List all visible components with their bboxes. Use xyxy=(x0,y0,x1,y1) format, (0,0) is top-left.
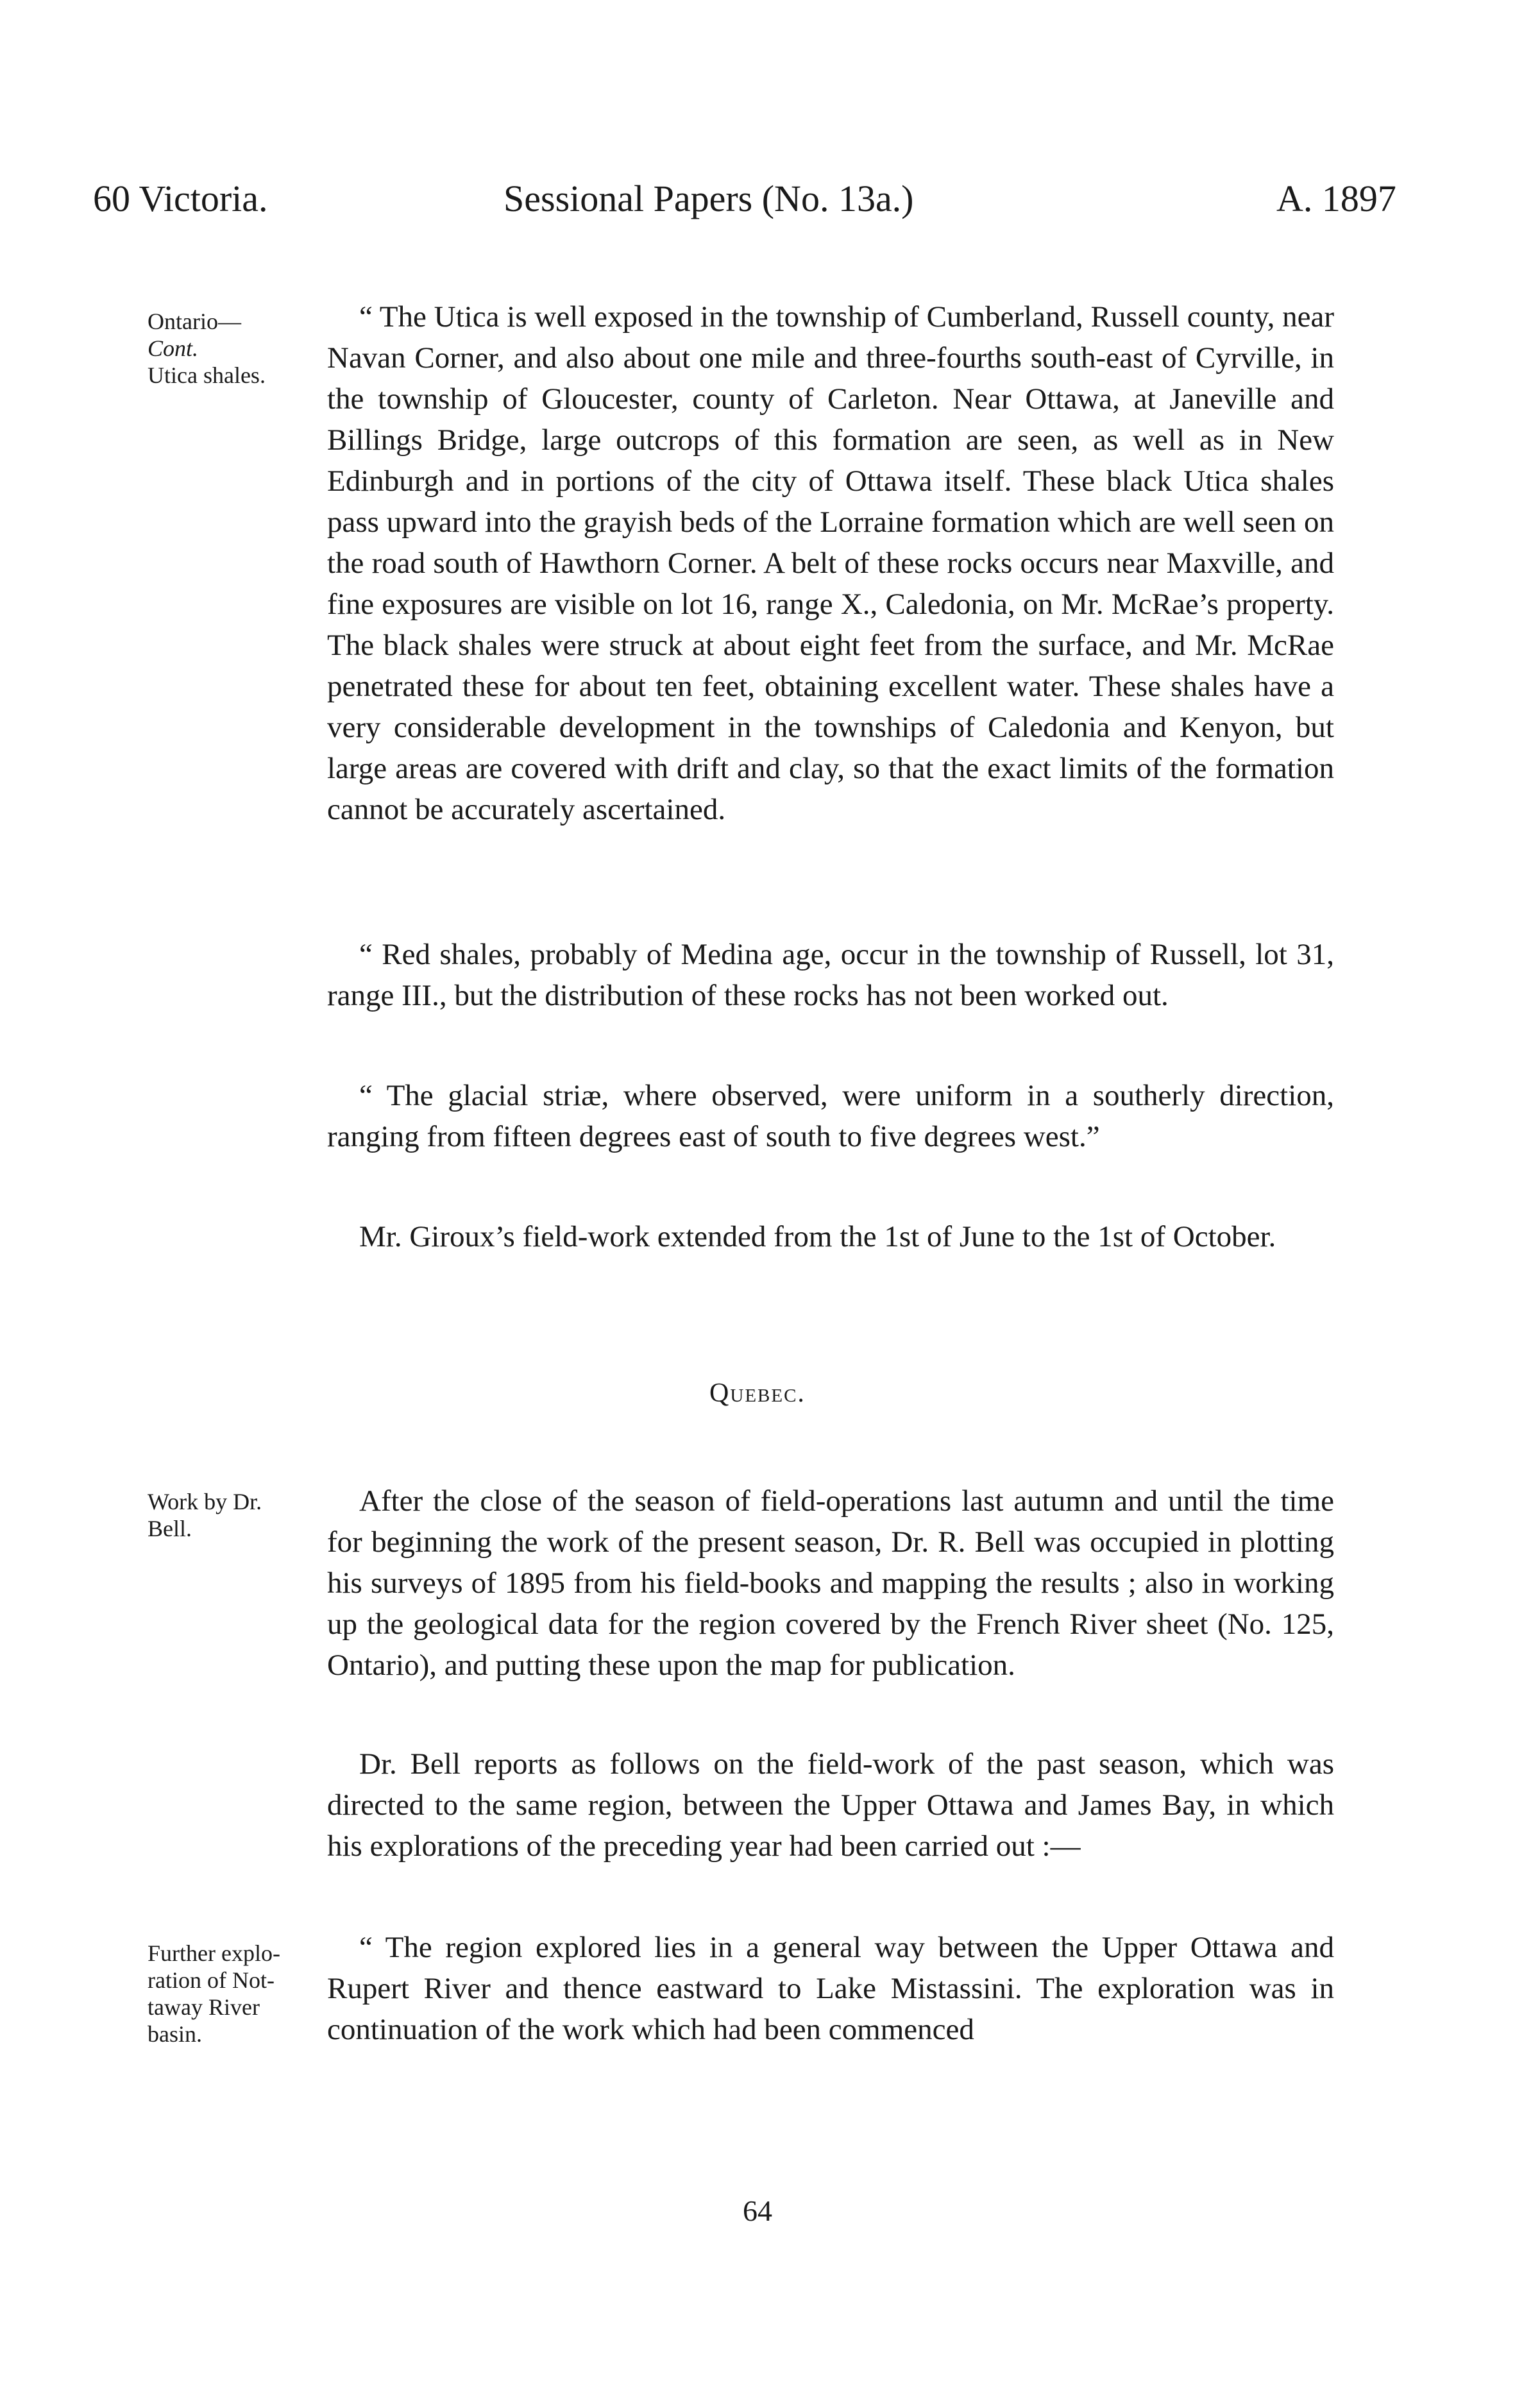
paragraph-utica: “ The Utica is well exposed in the township of Cumberland, Russell county, near Navan Corner, and also about one mile and three-fourths south-east of Cyrville, in the township of Gloucester, county of Carleton. Near Ottawa, at Janeville and Billings Bridge, large outcrops of this formation are seen, as well as in New Edinburgh and in portions of the city of Ottawa itself. These black Utica shales pass upward into the grayish beds of the Lorraine formation which are well seen on the road south of Hawthorn Corner. A belt of these rocks occurs near Maxville, and fine exposures are visible on lot 16, range X., Caledonia, on Mr. McRae’s property. The black shales were struck at about eight feet from the surface, and Mr. McRae penetrated these for about ten feet, obtaining excellent water. These shales have a very considerable development in the townships of Caledonia and Kenyon, but large areas are covered with drift and clay, so that the exact limits of the formation cannot be accurately ascertained. xyxy=(327,300,1334,826)
paragraph-red-shales: “ Red shales, probably of Medina age, occur in the township of Russell, lot 31, range III., but the distribution of these rocks has not been worked out. xyxy=(327,938,1334,1012)
paragraph-bell-season: After the close of the season of field-operations last autumn and until the time for beginning the work of the present season, Dr. R. Bell was occupied in plotting his surveys of 1895 from his field-books and mapping the results ; also in working up the geological data for the region covered by the French River sheet (No. 125, Ontario), and putting these upon the map for publication. xyxy=(327,1484,1334,1682)
running-header xyxy=(93,177,1396,228)
margin-note-line: Utica shales. xyxy=(148,362,266,388)
paragraph-region: “ The region explored lies in a general way between the Upper Ottawa and Rupert River and thence eastward to Lake Mistassini. The exploration was in continuation of the work which had been commenced xyxy=(327,1931,1334,2046)
margin-note-ontario xyxy=(148,308,321,389)
margin-note-line: basin. xyxy=(148,2021,202,2047)
margin-note-line: Bell. xyxy=(148,1516,192,1541)
page-number: 64 xyxy=(743,2194,772,2227)
paragraph-giroux: Mr. Giroux’s field-work extended from the 1st of June to the 1st of October. xyxy=(359,1220,1276,1253)
header-title: Sessional Papers (No. 13a.) xyxy=(504,178,914,219)
margin-note-line: Cont. xyxy=(148,335,199,361)
paragraph-glacial: “ The glacial striæ, where observed, were uniform in a southerly direction, ranging from fifteen degrees east of south to five degrees west.” xyxy=(327,1079,1334,1153)
margin-note-line: taway River xyxy=(148,1994,260,2020)
margin-note-line: ration of Not- xyxy=(148,1967,275,1993)
margin-note-line: Ontario— xyxy=(148,309,241,334)
paragraph-bell-reports: Dr. Bell reports as follows on the field-work of the past season, which was directed to the same region, between the Upper Ottawa and James Bay, in which his explorations of the preceding year had been carried out :— xyxy=(327,1747,1334,1863)
header-year: A. 1897 xyxy=(1276,178,1396,219)
section-heading-quebec: Quebec. xyxy=(709,1378,806,1408)
margin-note-bell xyxy=(148,1488,321,1542)
header-session: 60 Victoria. xyxy=(93,178,268,219)
margin-note-line: Further explo- xyxy=(148,1940,280,1966)
margin-note-further-exploration xyxy=(148,1940,321,2048)
margin-note-line: Work by Dr. xyxy=(148,1489,262,1514)
